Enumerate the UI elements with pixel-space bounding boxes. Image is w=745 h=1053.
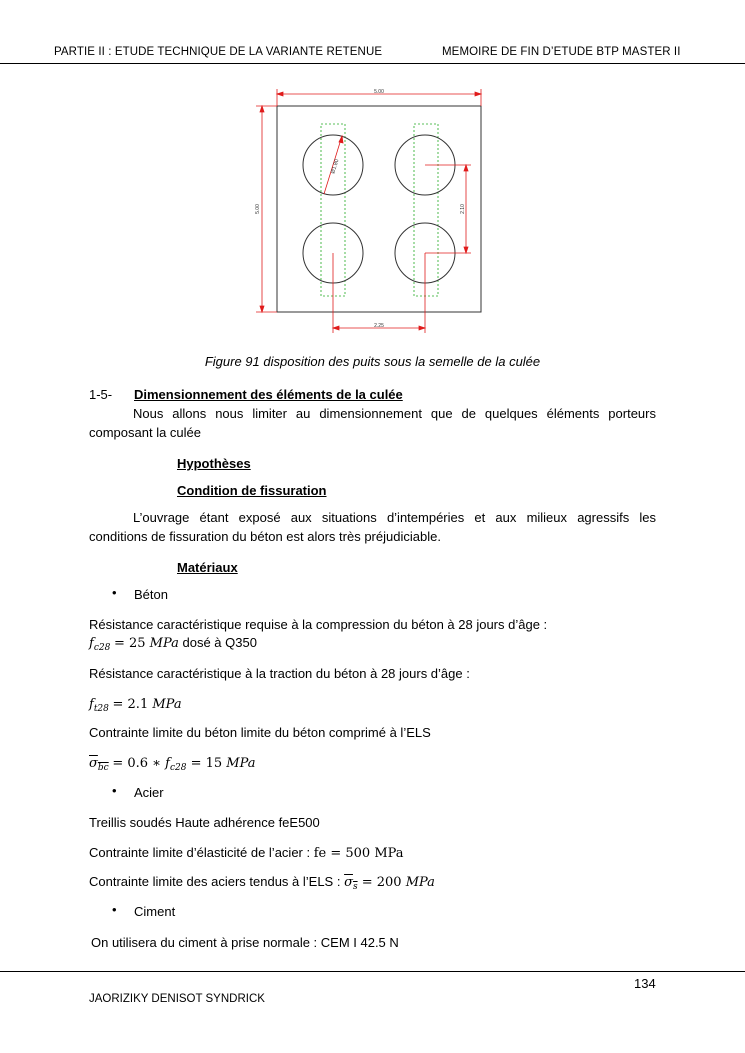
elasticite-label: Contrainte limite d’élasticité de l’acier :: [89, 845, 314, 860]
fc28-unit: MPa: [149, 636, 179, 651]
sigma-bc-result: = 15: [186, 756, 227, 771]
dim-spacing-v: 2.10: [460, 204, 466, 214]
ft28-symbol: f: [89, 697, 94, 712]
sigma-s-value: = 200: [357, 875, 406, 890]
header-right: MEMOIRE DE FIN D’ETUDE BTP MASTER II: [442, 46, 681, 58]
sigma-s-unit: MPa: [405, 875, 435, 890]
dim-diameter: Ø1.80: [330, 158, 341, 175]
sigma-bc-unit: MPa: [226, 756, 256, 771]
section-intro-line1: Nous allons nous limiter au dimensionnement que de quelques éléments porteurs: [133, 406, 656, 421]
section-number: 1-5-: [89, 387, 113, 402]
ciment-text: On utilisera du ciment à prise normale : CEM I 42.5 N: [91, 935, 399, 950]
fissuration-line1: L’ouvrage étant exposé aux situations d’intempéries et aux milieux agressifs les: [133, 510, 656, 525]
tendus-label: Contrainte limite des aciers tendus à l’ELS :: [89, 874, 345, 889]
sigma-bc-symbol: σ: [89, 756, 98, 771]
bullet-dot: •: [112, 783, 117, 798]
ft28-line: [89, 694, 182, 719]
hypotheses-title: Hypothèses: [177, 456, 251, 471]
traction-label: Résistance caractéristique à la traction du béton à 28 jours d’âge :: [89, 666, 470, 681]
fissuration-title: Condition de fissuration: [177, 483, 327, 498]
ft28-unit: MPa: [152, 697, 182, 712]
page-number: 134: [634, 976, 656, 991]
footing-outline: [277, 106, 481, 312]
fc28-suffix: dosé à Q350: [178, 635, 257, 650]
ciment-bullet: Ciment: [134, 904, 176, 919]
sigma-bc-expr: = 0.6 ∗: [112, 756, 166, 771]
bullet-dot: •: [112, 902, 117, 917]
dim-width: 5.00: [374, 89, 384, 95]
dim-spacing-h: 2.25: [374, 323, 384, 329]
acier-bullet: Acier: [134, 785, 164, 800]
footer-rule: [0, 971, 745, 972]
sigma-bc-sub: bc: [97, 763, 109, 773]
header-rule: [0, 63, 745, 64]
sigma-s-symbol: σ: [344, 875, 353, 890]
figure-caption: Figure 91 disposition des puits sous la semelle de la culée: [204, 354, 541, 369]
dim-height: 5.00: [255, 204, 261, 214]
ft28-sub: t28: [93, 704, 109, 714]
fc28-symbol: f: [89, 636, 94, 651]
piles-layout-drawing: [250, 86, 495, 336]
elasticite-value: fe = 500 MPa: [313, 846, 404, 861]
sigma-bc-f-sub: c28: [169, 763, 187, 773]
section-title: Dimensionnement des éléments de la culée: [134, 387, 403, 402]
tendus-line: [89, 872, 435, 897]
fc28-sub: c28: [93, 643, 111, 653]
sigma-bc-f: f: [165, 756, 170, 771]
beton-bullet: Béton: [134, 587, 168, 602]
fissuration-line2: conditions de fissuration du béton est alors très préjudiciable.: [89, 529, 441, 544]
elasticite-line: [89, 843, 404, 863]
dim-spacing-h-line: [333, 253, 425, 333]
section-intro-line2: composant la culée: [89, 425, 202, 440]
bullet-dot: •: [112, 585, 117, 600]
fc28-line: [89, 633, 257, 658]
contrainte-label: Contrainte limite du béton limite du béton comprimé à l’ELS: [89, 725, 431, 740]
ft28-value: = 2.1: [112, 697, 153, 712]
footer-author: JAORIZIKY DENISOT SYNDRICK: [89, 993, 265, 1005]
fc28-value: = 25: [113, 636, 150, 651]
sigma-bc-line: [89, 753, 256, 778]
compression-label: Résistance caractéristique requise à la compression du béton à 28 jours d’âge :: [89, 617, 548, 632]
materiaux-title: Matériaux: [177, 560, 238, 575]
treillis-text: Treillis soudés Haute adhérence feE500: [89, 815, 320, 830]
axis-right: [414, 124, 438, 296]
header-left: PARTIE II : ETUDE TECHNIQUE DE LA VARIANTE RETENUE: [54, 46, 383, 58]
sigma-s-sub: s: [352, 882, 358, 892]
